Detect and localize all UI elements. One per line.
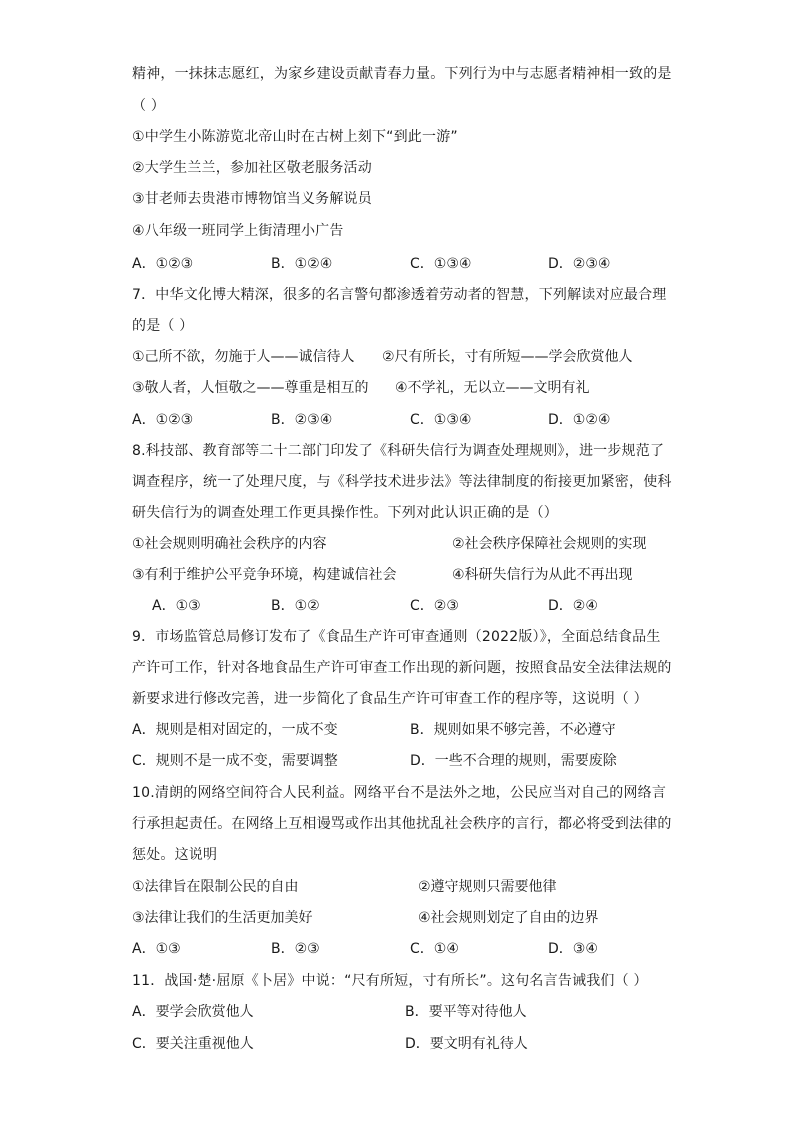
q7-item-4: ④不学礼，无以立——文明有礼 — [395, 380, 590, 396]
q9-choice-d[interactable]: D．一些不合理的规则，需要废除 — [410, 753, 617, 769]
q8-choice-b[interactable]: B．①② — [271, 598, 320, 614]
q10-item-2: ②遵守规则只需要他律 — [418, 879, 557, 895]
q10-stem-line-3: 惩处。这说明 — [132, 847, 218, 863]
q6-choice-c[interactable]: C．①③④ — [410, 256, 472, 272]
q9-stem-line-2: 产许可工作，针对各地食品生产许可审查工作出现的新问题，按照食品安全法律法规的 — [132, 660, 672, 676]
q8-choice-c[interactable]: C．②③ — [410, 598, 459, 614]
q6-choice-a[interactable]: A．①②③ — [132, 256, 194, 272]
q10-item-1: ①法律旨在限制公民的自由 — [132, 879, 299, 895]
q10-choice-c[interactable]: C．①④ — [410, 941, 459, 957]
q8-choice-a[interactable]: A．①③ — [152, 598, 201, 614]
q9-stem-line-3: 新要求进行修改完善，进一步简化了食品生产许可审查工作的程序等，这说明（ ） — [132, 691, 648, 707]
q6-item-4: ④八年级一班同学上街清理小广告 — [132, 223, 344, 239]
q11-choice-b[interactable]: B．要平等对待他人 — [405, 1004, 527, 1020]
q7-stem-line-2: 的是（ ） — [132, 318, 194, 334]
q11-choice-a[interactable]: A．要学会欣赏他人 — [132, 1004, 254, 1020]
q9-choice-b[interactable]: B．规则如果不够完善，不必遵守 — [410, 722, 616, 738]
q7-choice-d[interactable]: D．①②④ — [548, 412, 611, 428]
q10-item-3: ③法律让我们的生活更加美好 — [132, 910, 313, 926]
q6-item-3: ③甘老师去贵港市博物馆当义务解说员 — [132, 191, 372, 207]
q6-item-2: ②大学生兰兰，参加社区敬老服务活动 — [132, 160, 372, 176]
q8-item-3: ③有利于维护公平竞争环境，构建诚信社会 — [132, 567, 397, 583]
q7-item-3: ③敬人者，人恒敬之——尊重是相互的 — [132, 380, 369, 396]
q8-item-2: ②社会秩序保障社会规则的实现 — [452, 536, 647, 552]
q8-item-4: ④科研失信行为从此不再出现 — [452, 567, 633, 583]
q11-stem-line-1: 11．战国·楚·屈原《卜居》中说：“尺有所短，寸有所长”。这句名言告诫我们（ ） — [132, 973, 648, 989]
q6-stem-line-1: 精神，一抹抹志愿红，为家乡建设贡献青春力量。下列行为中与志愿者精神相一致的是 — [132, 66, 672, 82]
q7-choice-c[interactable]: C．①③④ — [410, 412, 472, 428]
q7-choice-b[interactable]: B．②③④ — [271, 412, 333, 428]
q8-choice-d[interactable]: D．②④ — [548, 598, 598, 614]
q9-choice-c[interactable]: C．规则不是一成不变，需要调整 — [132, 753, 338, 769]
q6-choice-d[interactable]: D．②③④ — [548, 256, 611, 272]
q10-stem-line-2: 行承担起责任。在网络上互相谩骂或作出其他扰乱社会秩序的言行，都必将受到法律的 — [132, 816, 672, 832]
q10-choice-a[interactable]: A．①③ — [132, 941, 181, 957]
q11-choice-d[interactable]: D．要文明有礼待人 — [405, 1036, 528, 1052]
q7-choice-a[interactable]: A．①②③ — [132, 412, 194, 428]
q6-stem-line-2: （ ） — [132, 98, 166, 114]
q7-stem-line-1: 7．中华文化博大精深，很多的名言警句都渗透着劳动者的智慧，下列解读对应最合理 — [132, 287, 667, 303]
q10-item-4: ④社会规则划定了自由的边界 — [418, 910, 599, 926]
q11-choice-c[interactable]: C．要关注重视他人 — [132, 1036, 254, 1052]
q10-choice-d[interactable]: D．③④ — [548, 941, 598, 957]
q8-stem-line-3: 研失信行为的调查处理工作更具操作性。下列对此认识正确的是（） — [132, 505, 558, 521]
q8-stem-line-2: 调查程序，统一了处理尺度，与《科学技术进步法》等法律制度的衔接更加紧密，使科 — [132, 474, 672, 490]
q9-choice-a[interactable]: A．规则是相对固定的，一成不变 — [132, 722, 338, 738]
q7-item-1: ①己所不欲，勿施于人——诚信待人 — [132, 349, 355, 365]
q10-choice-b[interactable]: B．②③ — [271, 941, 320, 957]
q6-item-1: ①中学生小陈游览北帝山时在古树上刻下“到此一游” — [132, 129, 458, 145]
q6-choice-b[interactable]: B．①②④ — [271, 256, 333, 272]
q8-item-1: ①社会规则明确社会秩序的内容 — [132, 536, 327, 552]
q8-stem-line-1: 8.科技部、教育部等二十二部门印发了《科研失信行为调查处理规则》，进一步规范了 — [132, 443, 665, 459]
q7-item-2: ②尺有所长，寸有所短——学会欣赏他人 — [382, 349, 633, 365]
q10-stem-line-1: 10.清朗的网络空间符合人民利益。网络平台不是法外之地，公民应当对自己的网络言 — [132, 785, 667, 801]
q9-stem-line-1: 9．市场监管总局修订发布了《食品生产许可审查通则（2022版）》，全面总结食品生 — [132, 629, 661, 645]
